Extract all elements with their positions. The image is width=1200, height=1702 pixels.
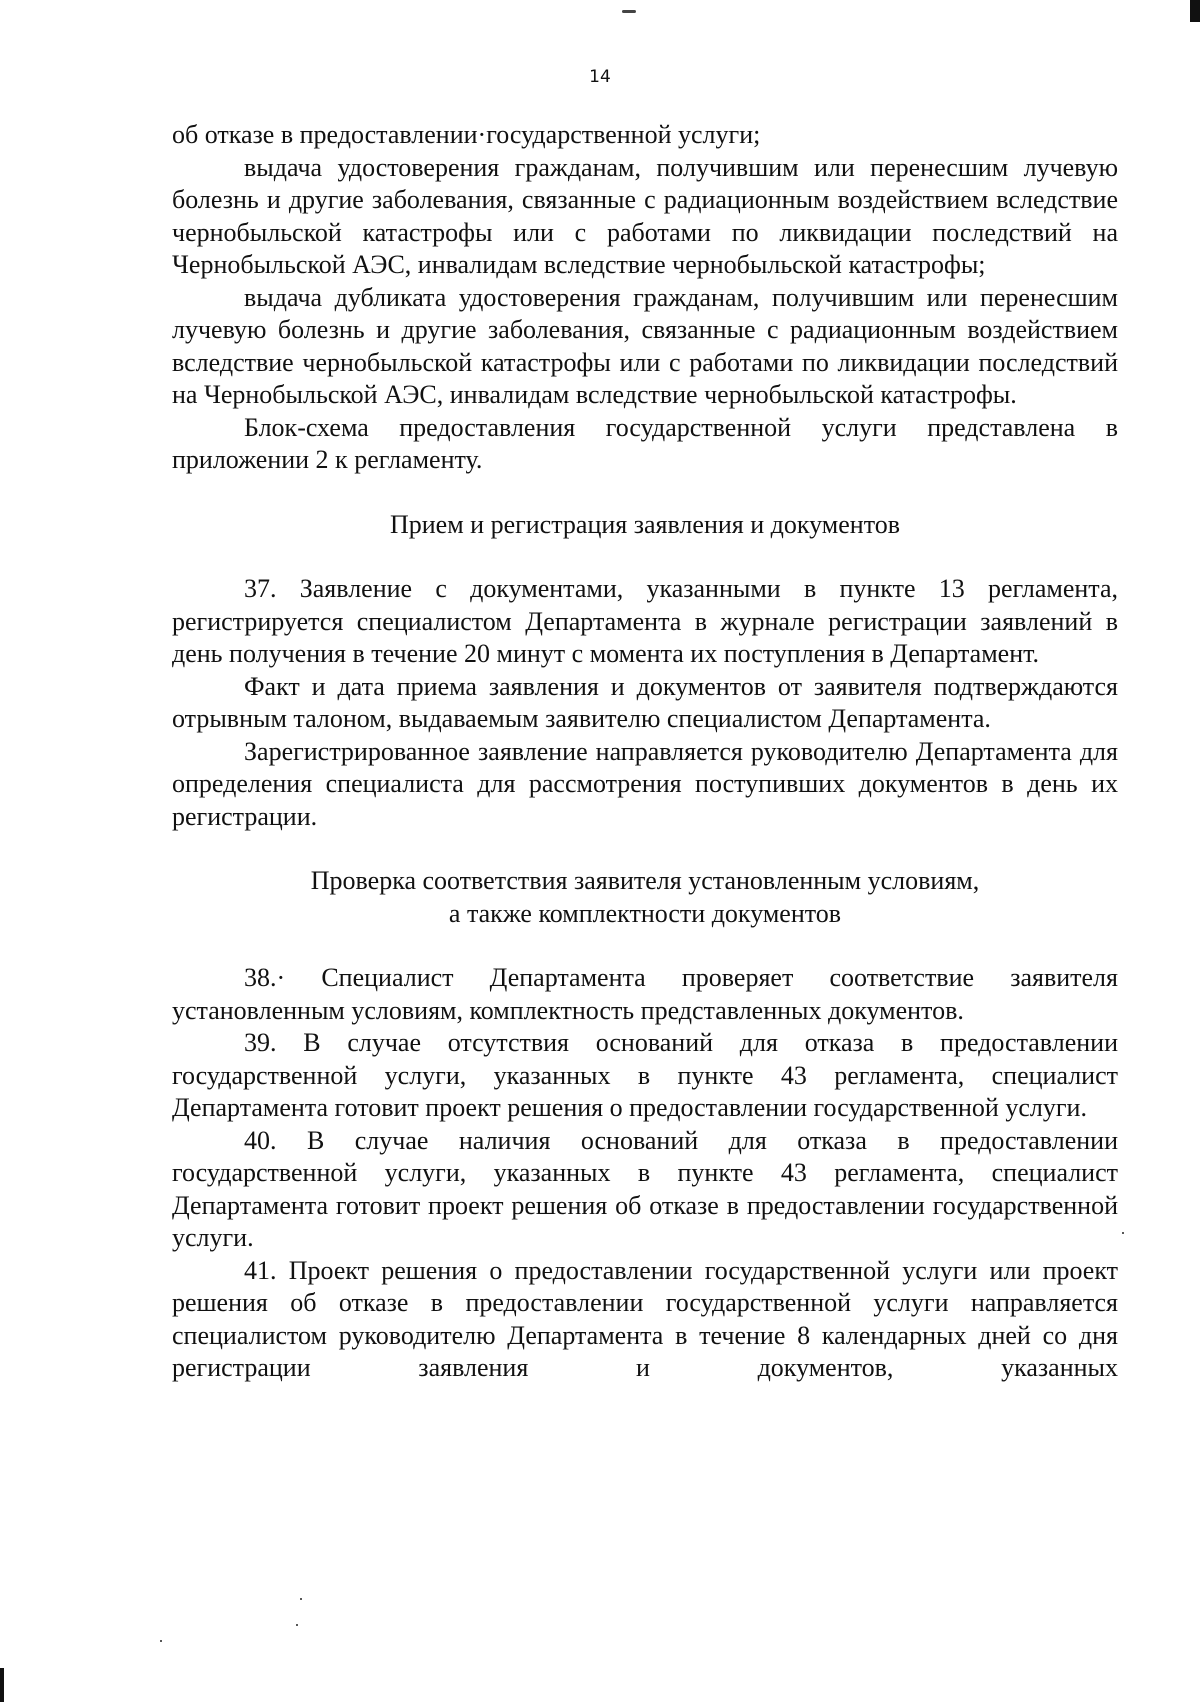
section-spacer bbox=[172, 477, 1118, 509]
scan-artifact-corner bbox=[1190, 0, 1200, 22]
scan-artifact-top bbox=[622, 10, 636, 13]
body-paragraph: 39. В случае отсутствия оснований для отказа в предоставлении государственной услуги, указанных в пункте 43 регламента, специалист Департамента готовит проект решения о предоставлении государственной услуги. bbox=[172, 1028, 1118, 1122]
body-paragraph: Блок-схема предоставления государственной услуги представлена в приложении 2 к регламенту. bbox=[172, 412, 1118, 474]
body-paragraph: 37. Заявление с документами, указанными в пункте 13 регламента, регистрируется специалистом Департамента в журнале регистрации заявлений в день получения в течение 20 минут с момента их поступления в Департамент. bbox=[172, 574, 1118, 668]
body-paragraph: 41. Проект решения о предоставлении государственной услуги или проект решения об отказе в предоставлении государственной услуги направляется специалистом руководителю Департамента в течение 8 календарных дней со дня регистрации заявления и документов, указанных bbox=[172, 1255, 1118, 1382]
scan-speck bbox=[300, 1598, 302, 1600]
body-paragraph: Факт и дата приема заявления и документов от заявителя подтверждаются отрывным талоном, выдаваемым заявителю специалистом Департамента. bbox=[172, 671, 1118, 733]
scan-speck bbox=[296, 1624, 298, 1626]
scan-speck bbox=[160, 1640, 162, 1642]
section-spacer bbox=[172, 930, 1118, 962]
body-paragraph: выдача дубликата удостоверения гражданам, получившим или перенесшим лучевую болезнь и другие заболевания, связанные с радиационным воздействием вследствие чернобыльской катастрофы или с работами по ликвидации последствий на Чернобыльской АЭС, инвалидам вследствие чернобыльской катастрофы. bbox=[172, 282, 1118, 409]
body-paragraph: 38.· Специалист Департамента проверяет соответствие заявителя установленным условиям, комплектность представленных документов. bbox=[172, 963, 1118, 1025]
section-heading: Прием и регистрация заявления и документов bbox=[389, 509, 901, 539]
body-paragraph: Зарегистрированное заявление направляется руководителю Департамента для определения специалиста для рассмотрения поступивших документов в день их регистрации. bbox=[172, 736, 1118, 831]
body-paragraph: выдача удостоверения гражданам, получившим или перенесшим лучевую болезнь и другие заболевания, связанные с радиационным воздействием вследствие чернобыльской катастрофы или с работами по ликвидации последствий на Чернобыльской АЭС, инвалидам вследствие чернобыльской катастрофы; bbox=[172, 152, 1118, 279]
section-spacer bbox=[172, 833, 1118, 865]
section-heading: Проверка соответствия заявителя установленным условиям, bbox=[310, 866, 980, 895]
scan-speck bbox=[1122, 1232, 1124, 1234]
body-paragraph: об отказе в предоставлении·государственной услуги; bbox=[172, 120, 761, 149]
body-paragraph: 40. В случае наличия оснований для отказа в предоставлении государственной услуги, указанных в пункте 43 регламента, специалист Департамента готовит проект решения об отказе в предоставлении государственной услуги. bbox=[172, 1125, 1118, 1252]
document-body bbox=[172, 119, 1118, 1385]
scan-artifact-left-edge bbox=[0, 1668, 4, 1702]
section-spacer bbox=[172, 541, 1118, 573]
page-number: 14 bbox=[589, 67, 611, 87]
section-heading: а также комплектности документов bbox=[448, 898, 842, 928]
